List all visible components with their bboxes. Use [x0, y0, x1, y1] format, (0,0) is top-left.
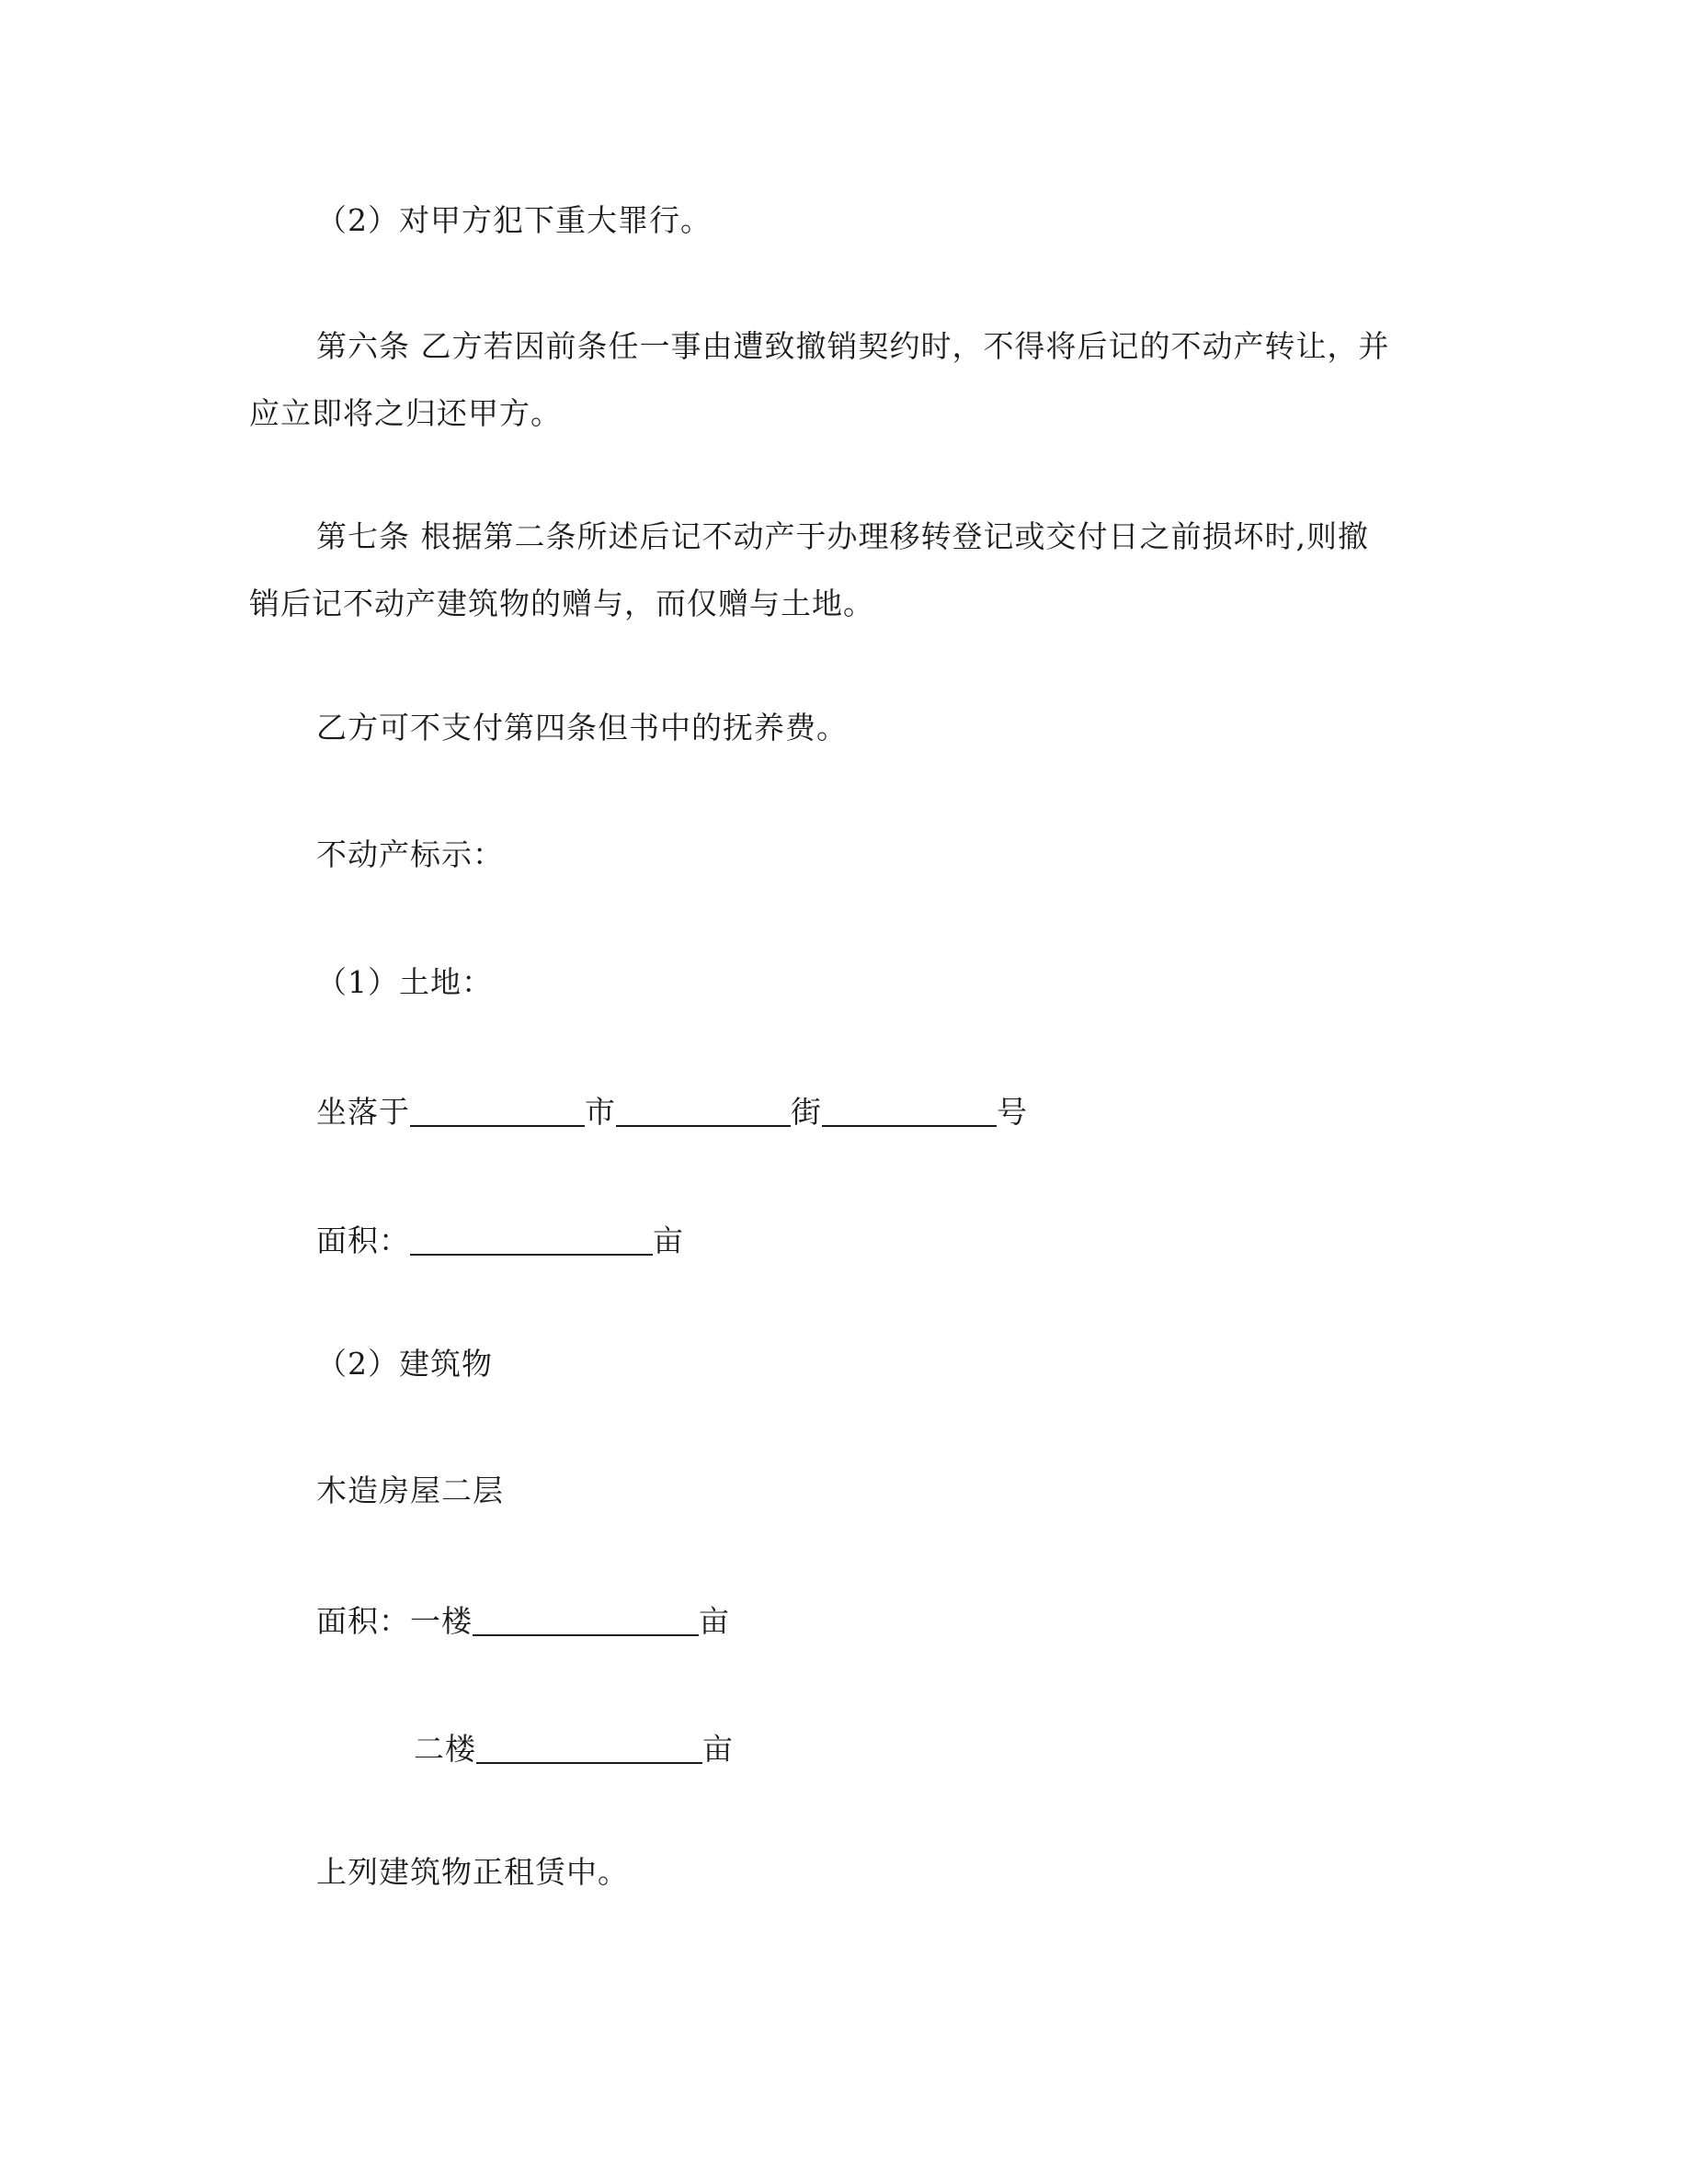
land-area-blank[interactable]	[410, 1223, 653, 1256]
article-6-line-1: 第六条 乙方若因前条任一事由遭致撤销契约时，不得将后记的不动产转让，并	[316, 328, 1390, 364]
land-area-label: 面积：	[316, 1223, 410, 1258]
floor-2-label: 二楼	[414, 1731, 476, 1767]
location-prefix: 坐落于	[316, 1094, 410, 1130]
floor-2-unit: 亩	[702, 1731, 734, 1767]
support-fee-clause: 乙方可不支付第四条但书中的抚养费。	[316, 710, 848, 745]
street-label: 街	[791, 1094, 822, 1130]
street-blank[interactable]	[616, 1094, 791, 1127]
article-6-line-2: 应立即将之归还甲方。	[249, 395, 562, 431]
article-7-line-1: 第七条 根据第二条所述后记不动产于办理移转登记或交付日之前损坏时,则撤	[316, 518, 1369, 554]
number-blank[interactable]	[822, 1094, 997, 1127]
property-heading: 不动产标示：	[316, 836, 504, 872]
land-area-line	[316, 1223, 684, 1256]
city-blank[interactable]	[410, 1094, 585, 1127]
floor-1-unit: 亩	[699, 1603, 730, 1639]
land-area-unit: 亩	[653, 1223, 684, 1258]
building-type: 木造房屋二层	[316, 1473, 504, 1508]
floor-1-area-line	[316, 1603, 730, 1639]
article-7-line-2: 销后记不动产建筑物的赠与，而仅赠与土地。	[249, 586, 874, 621]
clause-item-2-crime: （2）对甲方犯下重大罪行。	[316, 202, 712, 238]
city-label: 市	[585, 1094, 616, 1130]
floor-1-blank[interactable]	[473, 1603, 699, 1636]
location-line	[316, 1094, 1028, 1130]
floor-2-area-line	[414, 1731, 734, 1767]
lease-note: 上列建筑物正租赁中。	[316, 1854, 629, 1890]
number-label: 号	[997, 1094, 1028, 1130]
floor-2-blank[interactable]	[476, 1731, 702, 1764]
land-heading: （1）土地：	[316, 964, 493, 1000]
building-heading: （2）建筑物	[316, 1346, 493, 1382]
floor-1-label: 面积：一楼	[316, 1603, 473, 1639]
